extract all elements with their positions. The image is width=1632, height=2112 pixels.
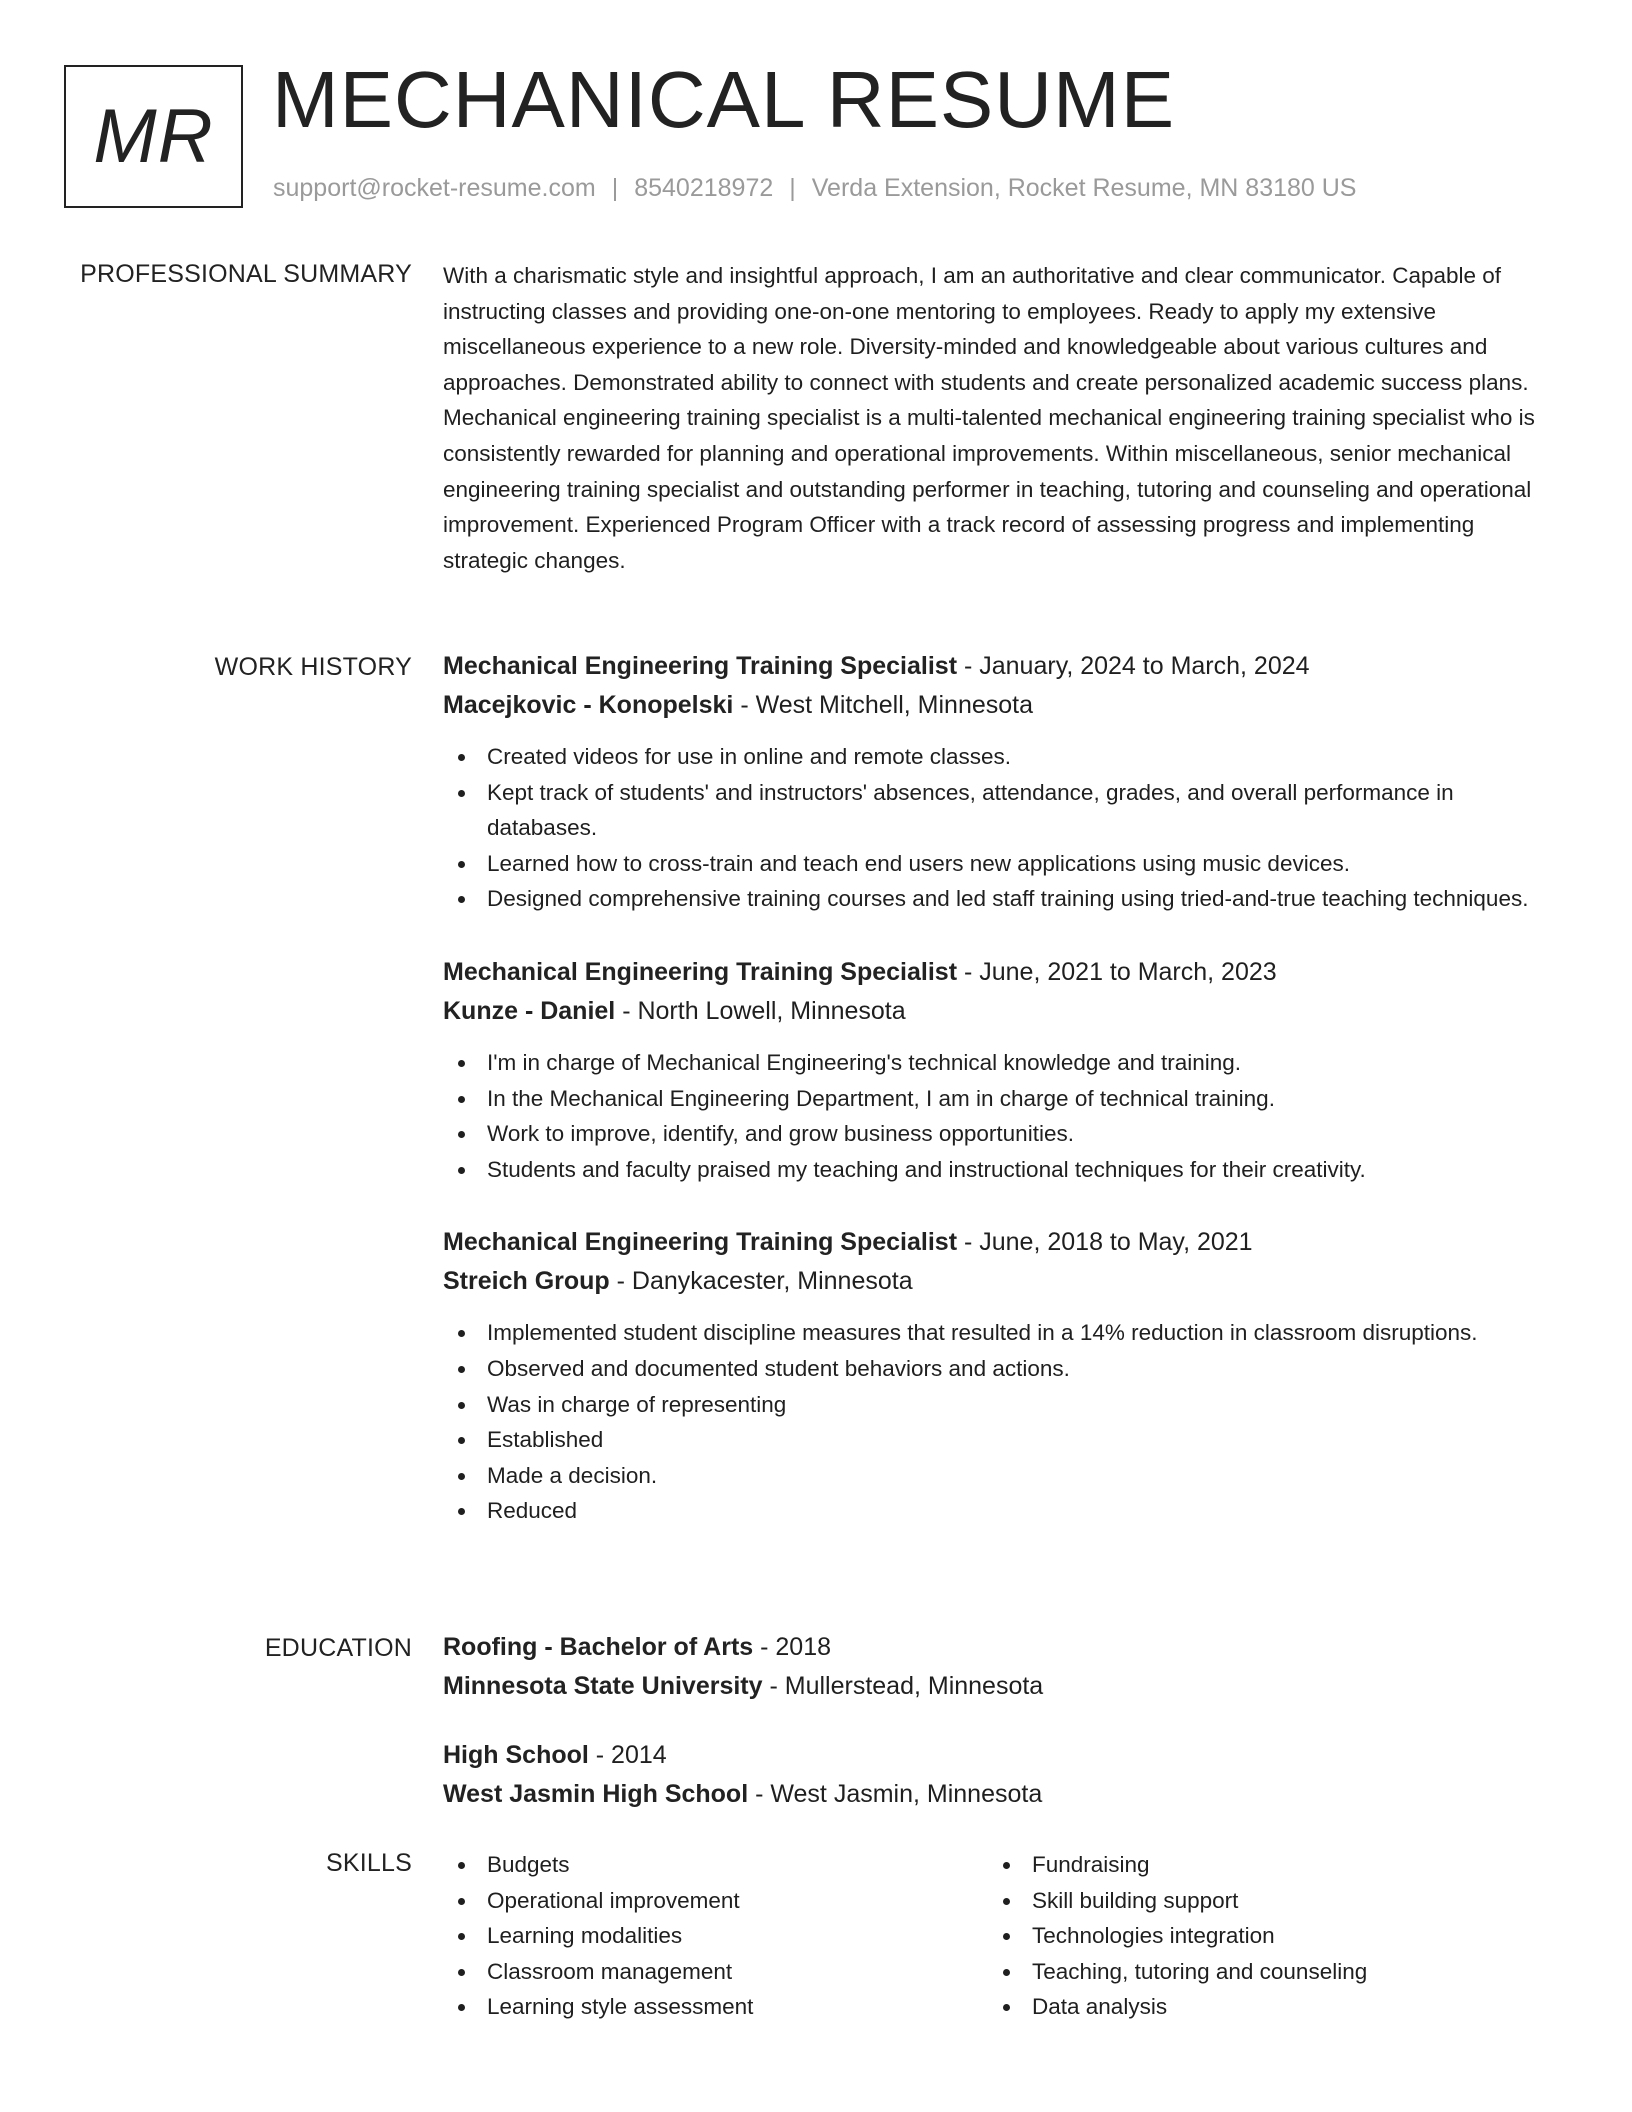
job-bullet: Established bbox=[443, 1422, 1558, 1458]
education-school-line bbox=[443, 1775, 1558, 1814]
job-company-line bbox=[443, 686, 1558, 725]
job-bullet: Reduced bbox=[443, 1493, 1558, 1529]
contact-line bbox=[273, 174, 1356, 203]
skills-heading: SKILLS bbox=[326, 1849, 412, 1877]
job-bullet: Learned how to cross-train and teach end users new applications using music devices. bbox=[443, 846, 1558, 882]
work-history-body bbox=[443, 647, 1558, 1565]
job-dates: - January, 2024 to March, 2024 bbox=[957, 652, 1310, 680]
job-location: - West Mitchell, Minnesota bbox=[733, 691, 1034, 719]
job-dates: - June, 2018 to May, 2021 bbox=[957, 1228, 1253, 1257]
skill-item: Operational improvement bbox=[443, 1883, 988, 1919]
job-bullet: Observed and documented student behaviors and actions. bbox=[443, 1351, 1558, 1387]
education-school-line bbox=[443, 1667, 1558, 1706]
job-entry bbox=[443, 953, 1558, 1187]
skill-item: Fundraising bbox=[988, 1847, 1533, 1883]
summary-body bbox=[443, 258, 1558, 578]
job-bullet: Kept track of students' and instructors' absences, attendance, grades, and overall performance in databases. bbox=[443, 775, 1558, 846]
work-history-heading: WORK HISTORY bbox=[214, 653, 412, 681]
job-company-line bbox=[443, 992, 1558, 1031]
job-bullet: Implemented student discipline measures that resulted in a 14% reduction in classroom disruptions. bbox=[443, 1315, 1558, 1351]
monogram-text: MR bbox=[93, 94, 214, 179]
education-entry bbox=[443, 1628, 1558, 1706]
contact-separator: | bbox=[789, 174, 796, 202]
skills-body bbox=[443, 1847, 1558, 2025]
skill-item: Technologies integration bbox=[988, 1918, 1533, 1954]
skill-item: Classroom management bbox=[443, 1954, 988, 1990]
job-bullet: Students and faculty praised my teaching and instructional techniques for their creativity. bbox=[443, 1152, 1558, 1188]
skill-item: Data analysis bbox=[988, 1989, 1533, 2025]
job-bullet: Work to improve, identify, and grow business opportunities. bbox=[443, 1116, 1558, 1152]
contact-address: Verda Extension, Rocket Resume, MN 83180 US bbox=[811, 174, 1357, 202]
skills-list-left bbox=[443, 1847, 988, 2025]
education-degree-line bbox=[443, 1736, 1558, 1775]
job-company-line bbox=[443, 1262, 1558, 1301]
skill-item: Skill building support bbox=[988, 1883, 1533, 1919]
job-bullets bbox=[443, 1315, 1558, 1529]
job-title-line bbox=[443, 953, 1558, 992]
job-entry bbox=[443, 647, 1558, 917]
education-location: - Mullerstead, Minnesota bbox=[762, 1672, 1044, 1700]
education-school: Minnesota State University bbox=[443, 1672, 763, 1700]
job-title-line bbox=[443, 1223, 1558, 1262]
job-title: Mechanical Engineering Training Specialist bbox=[443, 957, 958, 986]
job-title: Mechanical Engineering Training Specialist bbox=[443, 1228, 958, 1257]
education-body bbox=[443, 1628, 1558, 1844]
job-company: Macejkovic - Konopelski bbox=[443, 691, 734, 719]
skills-column-right bbox=[988, 1847, 1533, 2025]
job-bullet: In the Mechanical Engineering Department, I am in charge of technical training. bbox=[443, 1081, 1558, 1117]
summary-heading: PROFESSIONAL SUMMARY bbox=[80, 260, 412, 288]
education-entry bbox=[443, 1736, 1558, 1814]
skill-item: Teaching, tutoring and counseling bbox=[988, 1954, 1533, 1990]
job-entry bbox=[443, 1223, 1558, 1529]
job-bullet: I'm in charge of Mechanical Engineering's technical knowledge and training. bbox=[443, 1045, 1558, 1081]
job-bullet: Was in charge of representing bbox=[443, 1387, 1558, 1423]
job-title-line bbox=[443, 647, 1558, 686]
education-heading: EDUCATION bbox=[264, 1634, 412, 1662]
job-location: - Danykacester, Minnesota bbox=[609, 1267, 913, 1296]
skills-column-left bbox=[443, 1847, 988, 2025]
job-bullets bbox=[443, 1045, 1558, 1187]
job-bullet: Made a decision. bbox=[443, 1458, 1558, 1494]
job-bullet: Designed comprehensive training courses and led staff training using tried-and-true teaching techniques. bbox=[443, 881, 1558, 917]
contact-separator: | bbox=[611, 174, 619, 202]
job-bullet: Created videos for use in online and remote classes. bbox=[443, 739, 1558, 775]
summary-text: With a charismatic style and insightful approach, I am an authoritative and clear communicator. Capable of instructing classes and providing one-on-one mentoring to employees. Ready to apply my extensive miscellaneous experience to a new role. Diversity-minded and knowledgeable about various cultures and approaches. Demonstrated ability to connect with students and create personalized academic success plans. Mechanical engineering training specialist is a multi-talented mechanical engineering training specialist who is consistently rewarded for planning and operational improvements. Within miscellaneous, senior mechanical engineering training specialist and outstanding performer in teaching, tutoring and counseling and operational improvement. Experienced Program Officer with a track record of assessing progress and implementing strategic changes. bbox=[443, 263, 1535, 573]
job-dates: - June, 2021 to March, 2023 bbox=[957, 957, 1277, 986]
contact-phone: 8540218972 bbox=[634, 174, 774, 202]
education-school: West Jasmin High School bbox=[443, 1780, 749, 1808]
job-company: Kunze - Daniel bbox=[443, 996, 616, 1025]
skill-item: Budgets bbox=[443, 1847, 988, 1883]
monogram-logo bbox=[64, 65, 243, 208]
contact-email: support@rocket-resume.com bbox=[273, 174, 596, 202]
skill-item: Learning modalities bbox=[443, 1918, 988, 1954]
resume-title: MECHANICAL RESUME bbox=[272, 55, 1176, 144]
education-degree-line bbox=[443, 1628, 1558, 1667]
education-degree: Roofing - Bachelor of Arts bbox=[443, 1633, 754, 1661]
skill-item: Learning style assessment bbox=[443, 1989, 988, 2025]
education-location: - West Jasmin, Minnesota bbox=[748, 1780, 1043, 1808]
job-company: Streich Group bbox=[443, 1267, 610, 1296]
education-year: - 2018 bbox=[753, 1633, 832, 1661]
education-degree: High School bbox=[443, 1741, 589, 1769]
job-bullets bbox=[443, 739, 1558, 917]
skills-list-right bbox=[988, 1847, 1533, 2025]
job-title: Mechanical Engineering Training Specialist bbox=[443, 652, 958, 680]
education-year: - 2014 bbox=[588, 1741, 667, 1769]
job-location: - North Lowell, Minnesota bbox=[615, 996, 906, 1025]
